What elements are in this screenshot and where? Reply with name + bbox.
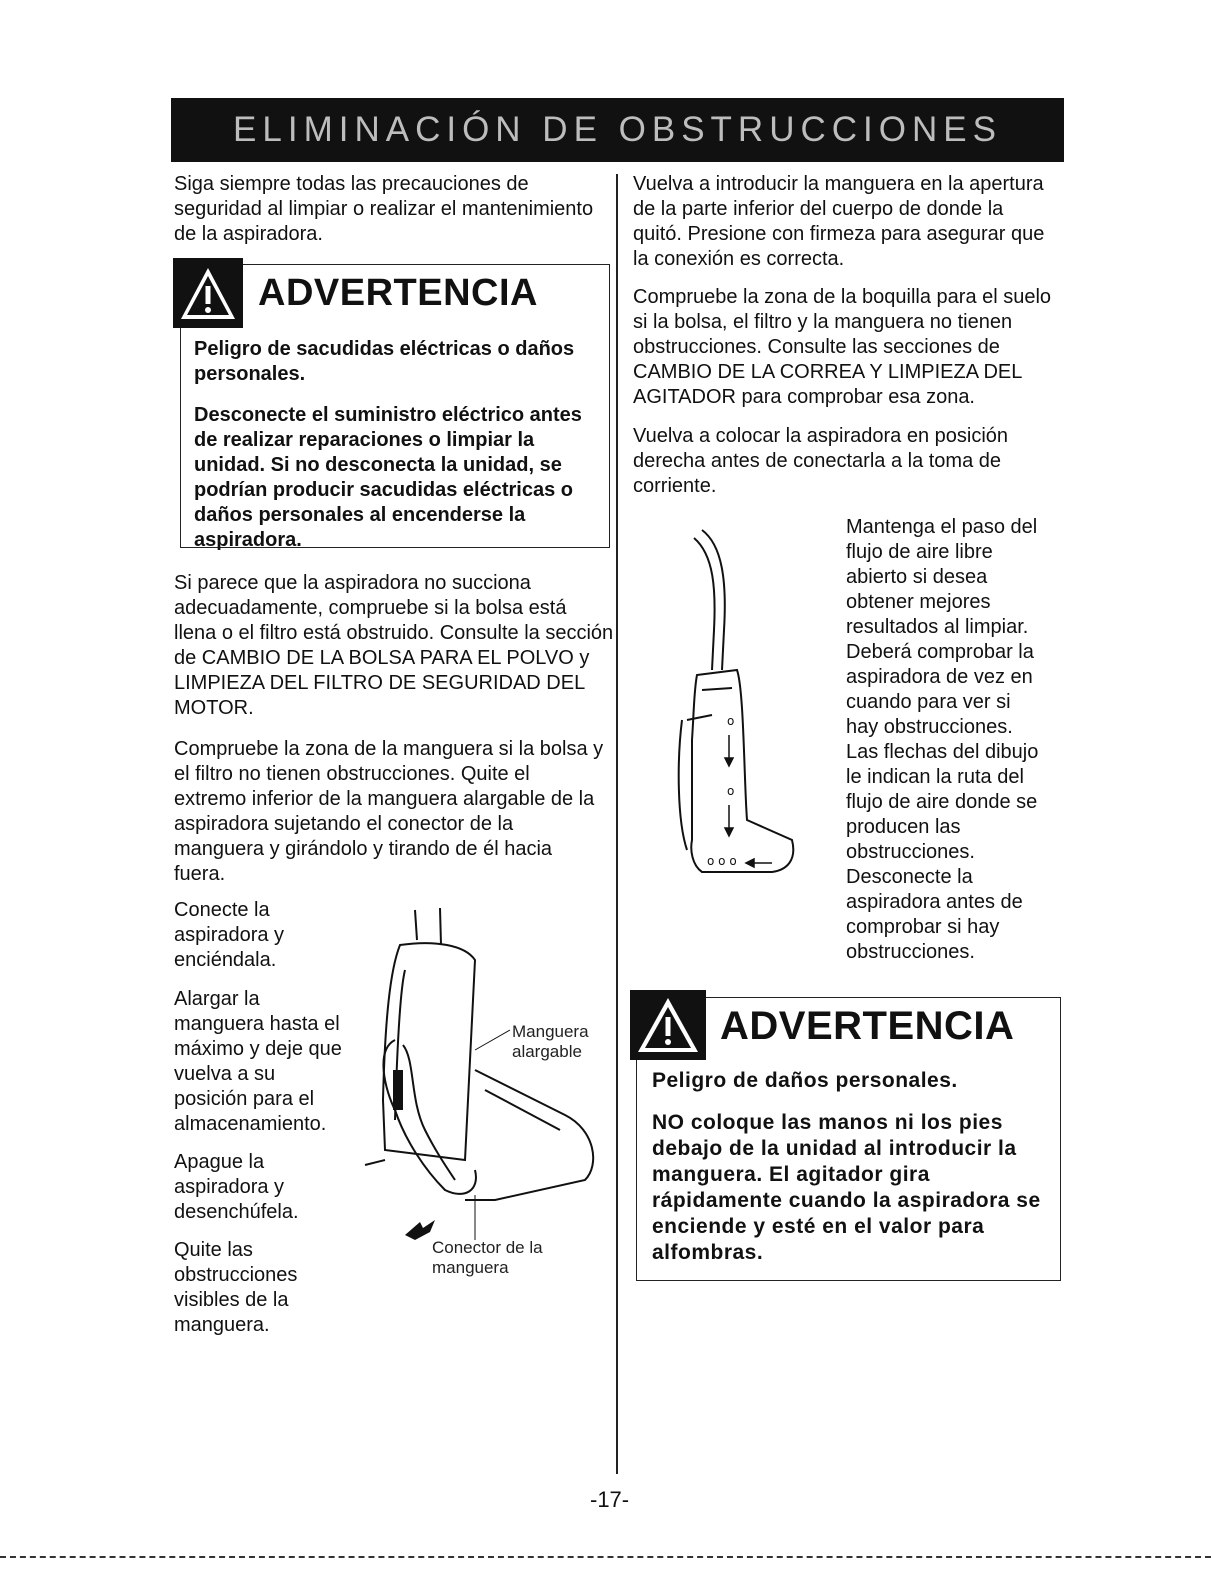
intro-paragraph: Siga siempre todas las precauciones de seguridad al limpiar o realizar el mantenimiento de la aspiradora. [174, 173, 594, 245]
warning-line-1: Peligro de sacudidas eléctricas o daños personales. [194, 338, 575, 385]
warning-title: ADVERTENCIA [258, 272, 538, 314]
paragraph-suction: Si parece que la aspiradora no succiona adecuadamente, compruebe si la bolsa está llena o el filtro está obstruido. Consulte la sección de CAMBIO DE LA BOLSA PARA EL POLVO y LIMPIEZA DEL FILTRO DE SEGURIDAD DEL MOTOR. [174, 572, 614, 719]
warning-line-2: Desconecte el suministro eléctrico antes de realizar reparaciones o limpiar la unidad. Si no desconecta la unidad, se podrían producir sacudidas eléctricas o daños personales al encenderse la aspiradora. [194, 404, 582, 551]
label-hose-connector: Conector de la manguera [432, 1238, 543, 1277]
bottom-border [0, 1556, 1211, 1558]
paragraph-upright: Vuelva a colocar la aspiradora en posición derecha antes de conectarla a la toma de corriente. [633, 425, 1009, 497]
warning-triangle-icon [178, 264, 238, 322]
svg-text:o: o [727, 714, 735, 728]
vacuum-hose-illustration [345, 900, 605, 1240]
warning-title-2: ADVERTENCIA [720, 1004, 1015, 1048]
warning-2-line-1: Peligro de daños personales. [652, 1069, 958, 1092]
warning-2-line-2: NO coloque las manos ni los pies debajo de la unidad al introducir la manguera. El agitador gira rápidamente cuando la aspiradora se enciende y esté en el valor para alfombras. [652, 1111, 1041, 1264]
svg-text:o: o [727, 784, 735, 798]
step-extend: Alargar la manguera hasta el máximo y deje que vuelva a su posición para el almacenamiento. [174, 988, 342, 1135]
paragraph-reinsert-hose: Vuelva a introducir la manguera en la apertura de la parte inferior del cuerpo de donde la quitó. Presione con firmeza para asegurar que la conexión es correcta. [633, 173, 1045, 270]
step-turn-off: Apague la aspiradora y desenchúfela. [174, 1151, 299, 1223]
page-title: ELIMINACIÓN DE OBSTRUCCIONES [233, 110, 1002, 149]
paragraph-nozzle-check: Compruebe la zona de la boquilla para el suelo si la bolsa, el filtro y la manguera no tienen obstrucciones. Consulte las secciones de CAMBIO DE LA CORREA Y LIMPIEZA DEL AGITADOR para comprobar esa zona. [633, 286, 1052, 408]
step-connect: Conecte la aspiradora y enciéndala. [174, 899, 285, 971]
paragraph-hose-check: Compruebe la zona de la manguera si la bolsa y el filtro no tienen obstrucciones. Quite el extremo inferior de la manguera alargable de la aspiradora sujetando el conector de la manguera y girándolo y tirando de él hacia fuera. [174, 738, 604, 885]
label-extension-hose: Manguera alargable [512, 1022, 589, 1061]
paragraph-airflow: Mantenga el paso del flujo de aire libre abierto si desea obtener mejores resultados al limpiar. Deberá comprobar la aspiradora de vez en cuando para ver si hay obstrucciones. Las flechas del dibujo le indican la ruta del flujo de aire donde se producen las obstrucciones. Desconecte la aspiradora antes de comprobar si hay obstrucciones. [846, 516, 1039, 963]
column-divider [616, 174, 618, 1474]
page-number: -17- [590, 1487, 630, 1512]
step-remove: Quite las obstrucciones visibles de la manguera. [174, 1239, 298, 1336]
airflow-diagram [672, 520, 802, 880]
page-title-banner [171, 98, 1064, 162]
svg-text:o o o: o o o [707, 854, 737, 868]
warning-triangle-icon-2 [635, 995, 701, 1055]
